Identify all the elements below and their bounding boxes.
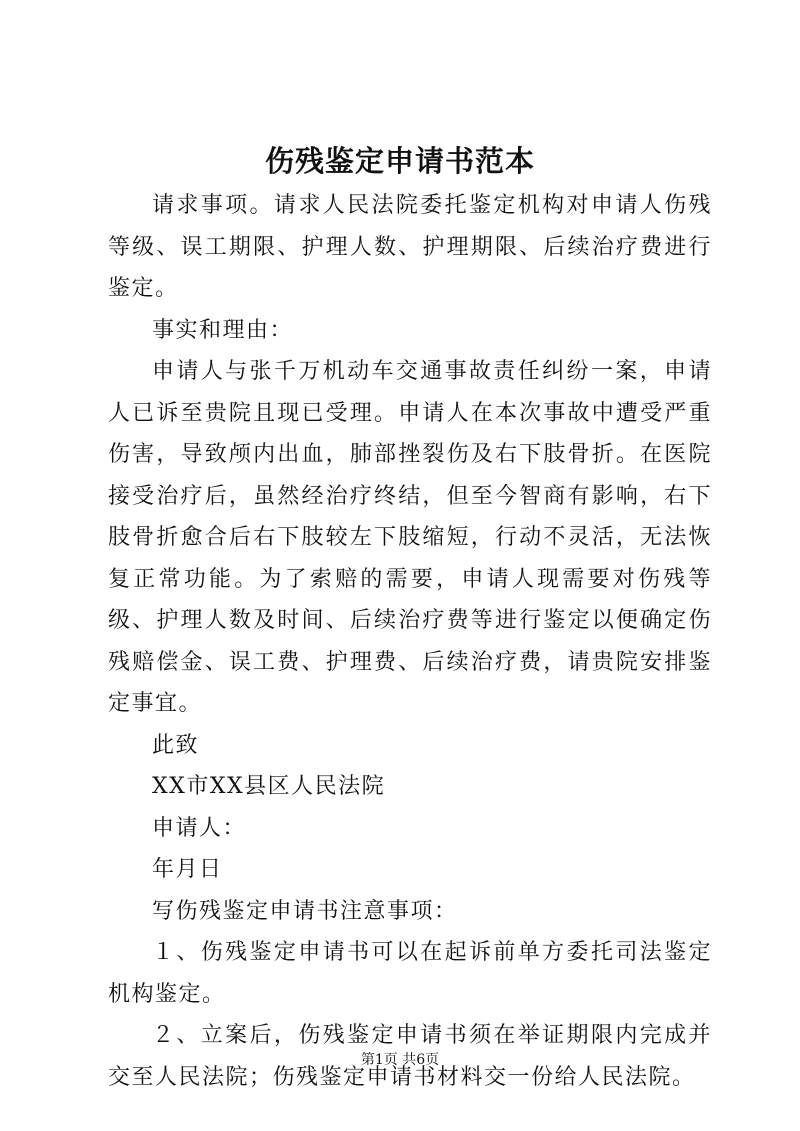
document-body — [108, 185, 712, 1098]
paragraph-facts: 申请人与张千万机动车交通事故责任纠纷一案，申请人已诉至贵院且现已受理。申请人在本次事故中遭受严重伤害，导致颅内出血，肺部挫裂伤及右下肢骨折。在医院接受治疗后，虽然经治疗终结，但至今智商有影响，右下肢骨折愈合后右下肢较左下肢缩短，行动不灵活，无法恢复正常功能。为了索赔的需要，申请人现需要对伤残等级、护理人数及时间、后续治疗费等进行鉴定以便确定伤残赔偿金、误工费、护理费、后续治疗费，请贵院安排鉴定事宜。 — [108, 359, 712, 716]
paragraph-applicant: 申请人： — [152, 815, 247, 841]
page-number: 第1页 — [360, 1052, 398, 1068]
paragraph-notes-heading: 写伤残鉴定申请书注意事项： — [152, 898, 458, 924]
paragraph-salutation: 此致 — [152, 732, 200, 758]
paragraph-request: 请求事项。请求人民法院委托鉴定机构对申请人伤残等级、误工期限、护理人数、护理期限、后续治疗费进行鉴定。 — [108, 193, 712, 301]
paragraph-facts-heading: 事实和理由： — [152, 317, 294, 343]
page-total: 共6页 — [402, 1052, 440, 1068]
paragraph-note-1: １、伤残鉴定申请书可以在起诉前单方委托司法鉴定机构鉴定。 — [108, 940, 712, 1007]
paragraph-court: XX市XX县区人民法院 — [152, 774, 386, 799]
page-footer — [0, 1048, 800, 1072]
document-title: 伤残鉴定申请书范本 — [264, 144, 535, 178]
paragraph-date: 年月日 — [152, 857, 223, 882]
paragraph-note-2: ２、立案后，伤残鉴定申请书须在举证期限内完成并交至人民法院；伤残鉴定申请书材料交一份给人民法院。 — [108, 1023, 712, 1090]
